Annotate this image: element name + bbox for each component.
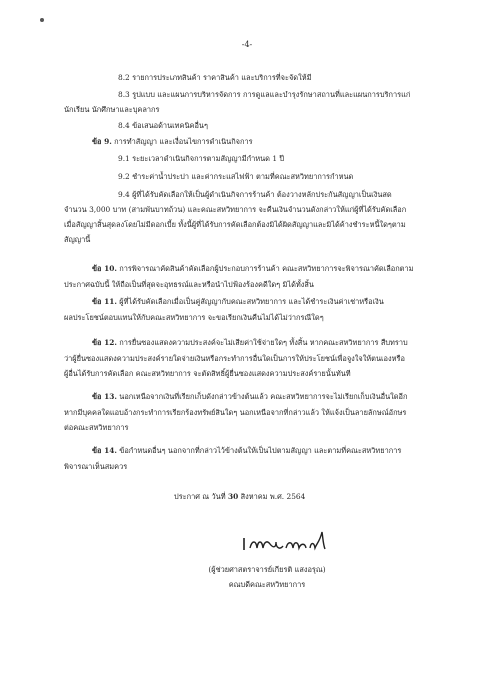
- clause-12-cont-2: ผู้อื่นได้รับการคัดเลือก คณะสหวิทยาการ จะตัดสิทธิ์ผู้ยื่นซองแสดงความประสงค์รายนั้นทันที: [64, 369, 351, 378]
- item-9-2: 9.2 ชำระค่าน้ำประปา และค่ากระแสไฟฟ้า ตามที่คณะสหวิทยาการกำหนด: [118, 172, 354, 181]
- clause-11-label: ข้อ 11.: [92, 297, 117, 306]
- clause-13-cont-1: หากมีบุคคลใดแอบอ้างกระทำการเรียกร้องทรัพย์สินใดๆ นอกเหนือจากที่กล่าวแล้ว ให้แจ้งเป็นลายลักษณ์อักษร: [64, 408, 407, 417]
- announce-prefix: ประกาศ ณ วันที่: [174, 492, 226, 501]
- item-9-4: 9.4 ผู้ที่ได้รับคัดเลือกให้เป็นผู้ดำเนินกิจการร้านค้า ต้องวางหลักประกันสัญญาเป็นเงินสด: [118, 190, 392, 199]
- clause-13-text: นอกเหนือจากเงินที่เรียกเก็บดังกล่าวข้างต้นแล้ว คณะสหวิทยาการจะไม่เรียกเก็บเงินอื่นใดอีก: [119, 392, 408, 401]
- handwritten-signature: [240, 528, 330, 554]
- clause-10-cont: ประกาศฉบับนี้ ให้ถือเป็นที่สุดจะอุทธรณ์และหรือนำไปฟ้องร้องคดีใดๆ มิได้ทั้งสิ้น: [64, 280, 314, 289]
- item-8-3: 8.3 รูปแบบ และแผนการบริหารจัดการ การดูแลและบำรุงรักษาสถานที่และแผนการบริการแก่: [118, 90, 411, 99]
- clause-12-label: ข้อ 12.: [92, 338, 117, 347]
- clause-13-label: ข้อ 13.: [92, 392, 117, 401]
- signatory-name: (ผู้ช่วยศาสตราจารย์เกียรติ แสงอรุณ): [208, 565, 326, 574]
- clause-11-text: ผู้ที่ได้รับคัดเลือกเมื่อเป็นคู่สัญญากับคณะสหวิทยาการ และได้ชำระเงินค่าเช่าหรือเงิน: [119, 297, 384, 306]
- page-number: -4-: [241, 40, 253, 49]
- item-9-4-cont-2: เมื่อสัญญาสิ้นสุดลงโดยไม่มีดอกเบี้ย ทั้งนี้ผู้ที่ได้รับการคัดเลือกต้องมิได้ผิดสัญญาและมิได้ค้างชำระหนี้ใดๆตาม: [64, 220, 406, 229]
- item-8-3-cont: นักเรียน นักศึกษาและบุคลากร: [64, 105, 160, 114]
- clause-12-cont-1: ว่าผู้ยื่นซองแสดงความประสงค์รายใดจ่ายเงินหรือกระทำการอื่นใดเป็นการให้ประโยชน์เพื่อจูงใจให้ตนเองหรือ: [64, 354, 405, 363]
- clause-14-cont: พิจารณาเห็นสมควร: [64, 462, 128, 471]
- clause-14: [92, 446, 401, 456]
- signatory-title: คณบดีคณะสหวิทยาการ: [228, 580, 306, 589]
- clause-14-label: ข้อ 14.: [92, 446, 117, 455]
- clause-9-text: การทำสัญญา และเงื่อนไขการดำเนินกิจการ: [114, 137, 253, 146]
- clause-12-text: การยื่นซองแสดงความประสงค์จะไม่เสียค่าใช้จ่ายใดๆ ทั้งสิ้น หากคณะสหวิทยาการ สืบทราบ: [119, 338, 408, 347]
- item-8-4: 8.4 ข้อเสนอด้านเทคนิคอื่นๆ: [118, 121, 208, 130]
- clause-10: [92, 264, 414, 274]
- item-9-1: 9.1 ระยะเวลาดำเนินกิจการตามสัญญามีกำหนด 1 ปี: [118, 154, 285, 163]
- clause-11: [92, 297, 384, 307]
- announcement-date: [174, 492, 305, 502]
- scan-dot: [40, 18, 44, 22]
- announce-day: 30: [227, 492, 239, 501]
- clause-12: [92, 338, 408, 348]
- clause-13-cont-2: ต่อคณะสหวิทยาการ: [64, 423, 129, 432]
- item-8-2: 8.2 รายการประเภทสินค้า ราคาสินค้า และบริการที่จะจัดให้มี: [118, 73, 312, 82]
- clause-13: [92, 392, 407, 402]
- clause-10-label: ข้อ 10.: [92, 264, 117, 273]
- announce-month-year: สิงหาคม พ.ศ. 2564: [240, 492, 306, 501]
- item-9-4-cont-1: จำนวน 3,000 บาท (สามพันบาทถ้วน) และคณะสหวิทยาการ จะคืนเงินจำนวนดังกล่าวให้แก่ผู้ที่ได้รับคัดเลือก: [64, 205, 407, 214]
- clause-9-label: ข้อ 9.: [92, 137, 112, 146]
- clause-11-cont: ผลประโยชน์ตอบแทนให้กับคณะสหวิทยาการ จะขอเรียกเงินคืนไม่ได้ไม่ว่ากรณีใดๆ: [64, 313, 324, 322]
- clause-9: [92, 137, 253, 147]
- item-9-4-cont-3: สัญญานี้: [64, 235, 91, 244]
- clause-14-text: ข้อกำหนดอื่นๆ นอกจากที่กล่าวไว้ข้างต้นให้เป็นไปตามสัญญา และตามที่คณะสหวิทยาการ: [119, 446, 402, 455]
- clause-10-text: การพิจารณาคัดสินค้าคัดเลือกผู้ประกอบการร้านค้า คณะสหวิทยาการจะพิจารณาคัดเลือกตาม: [119, 264, 414, 273]
